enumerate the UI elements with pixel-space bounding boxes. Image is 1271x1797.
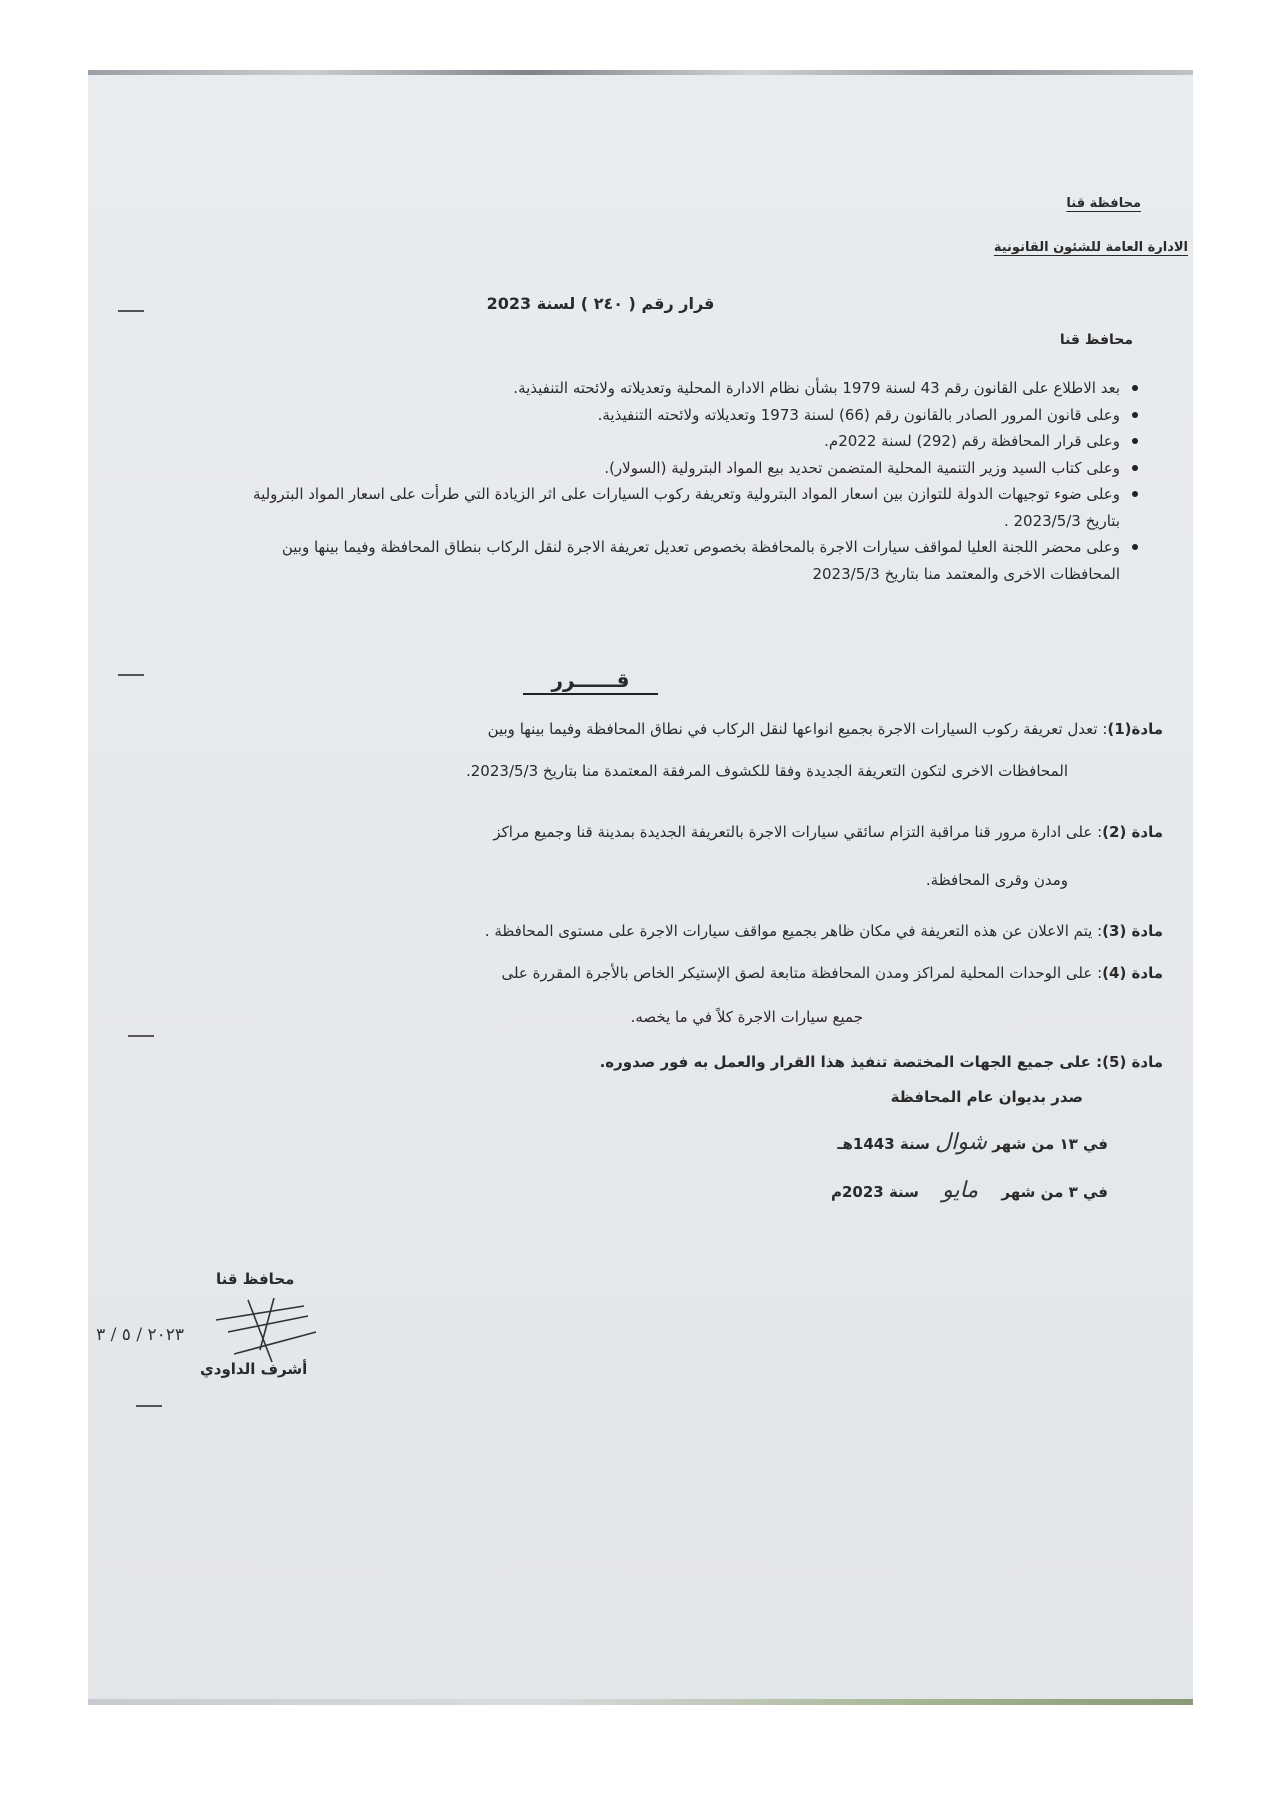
article-5 [213, 1045, 1163, 1079]
scan-top-edge [88, 70, 1193, 75]
preamble-item: وعلى كتاب السيد وزير التنمية المحلية المتضمن تحديد بيع المواد البترولية (السولار). [225, 455, 1120, 482]
article-text: : يتم الاعلان عن هذه التعريفة في مكان ظاهر بجميع مواقف سيارات الاجرة على مستوى المحافظة . [484, 922, 1103, 940]
preamble-item: وعلى قرار المحافظة رقم (292) لسنة 2022م. [225, 428, 1120, 455]
signatory-name: أشرف الداودي [200, 1360, 308, 1378]
article-2 [213, 815, 1163, 897]
signature-title: محافظ قنا [216, 1270, 295, 1288]
margin-mark [136, 1405, 162, 1407]
article-text: : على ادارة مرور قنا مراقبة التزام سائقي سيارات الاجرة بالتعريفة الجديدة بمدينة قنا وجميع مراكز [493, 823, 1103, 841]
document-page [88, 70, 1193, 1705]
greg-prefix: في ٣ من شهر [1001, 1183, 1108, 1201]
hijri-suffix: سنة 1443هـ [837, 1135, 930, 1153]
gregorian-date [831, 1178, 1108, 1203]
article-text: : على جميع الجهات المختصة تنفيذ هذا القرار والعمل به فور صدوره. [599, 1053, 1103, 1071]
article-4 [213, 956, 1163, 1034]
preamble-item: بعد الاطلاع على القانون رقم 43 لسنة 1979 بشأن نظام الادارة المحلية وتعديلاته ولائحته التنفيذية. [225, 375, 1120, 402]
preamble-item: وعلى قانون المرور الصادر بالقانون رقم (66) لسنة 1973 وتعديلاته ولائحته التنفيذية. [225, 402, 1120, 429]
greg-suffix: سنة 2023م [830, 1183, 919, 1201]
scan-bottom-edge [88, 1699, 1193, 1705]
hijri-month-handwritten: شوال [935, 1130, 987, 1155]
article-label: مادة (2) [1102, 823, 1163, 841]
article-label: مادة (3) [1102, 922, 1163, 940]
article-text-continued: ومدن وقرى المحافظة. [925, 871, 1068, 889]
signature-date-handwritten: ٢٠٢٣ / ٥ / ٣ [96, 1325, 184, 1345]
article-1 [213, 712, 1163, 788]
margin-mark [128, 1035, 154, 1037]
issued-at: صدر بديوان عام المحافظة [890, 1088, 1083, 1106]
issuer-title: محافظ قنا [1059, 332, 1133, 348]
article-text-continued: المحافظات الاخرى لتكون التعريفة الجديدة وفقا للكشوف المرفقة المعتمدة منا بتاريخ 2023/5/3. [465, 762, 1068, 780]
preamble-item: وعلى محضر اللجنة العليا لمواقف سيارات الاجرة بالمحافظة بخصوص تعديل تعريفة الاجرة لنقل الركاب بنطاق المحافظة وفيما بينها وبين المحافظات الاخرى والمعتمد منا بتاريخ 2023/5/3 [225, 534, 1120, 587]
preamble-item: وعلى ضوء توجيهات الدولة للتوازن بين اسعار المواد البترولية وتعريفة ركوب السيارات على اثر الزيادة التي طرأت على اسعار المواد البترولية بتاريخ 2023/5/3 . [225, 481, 1120, 534]
hijri-date [837, 1130, 1108, 1155]
header-department: الادارة العامة للشئون القانونية [993, 240, 1188, 255]
article-label: مادة (4) [1102, 964, 1163, 982]
article-text: : على الوحدات المحلية لمراكز ومدن المحافظة متابعة لصق الإستيكر الخاص بالأجرة المقررة على [501, 964, 1103, 982]
header-governorate: محافظة قنا [1066, 196, 1141, 211]
greg-month-handwritten: مايو [942, 1178, 979, 1203]
handwritten-signature [96, 1292, 326, 1402]
article-label: مادة (5) [1102, 1053, 1163, 1071]
decree-title: قرار رقم ( ٢٤٠ ) لسنة 2023 [486, 294, 715, 313]
article-label: مادة(1) [1107, 720, 1163, 738]
hijri-prefix: في ١٣ من شهر [992, 1135, 1108, 1153]
article-3 [213, 914, 1163, 948]
preamble-list [225, 375, 1138, 587]
article-text: : تعدل تعريفة ركوب السيارات الاجرة بجميع انواعها لنقل الركاب في نطاق المحافظة وفيما بينها وبين [487, 720, 1108, 738]
article-text-continued: جميع سيارات الاجرة كلاً في ما يخصه. [630, 1008, 863, 1026]
decision-heading: قــــــرر [88, 668, 1193, 695]
